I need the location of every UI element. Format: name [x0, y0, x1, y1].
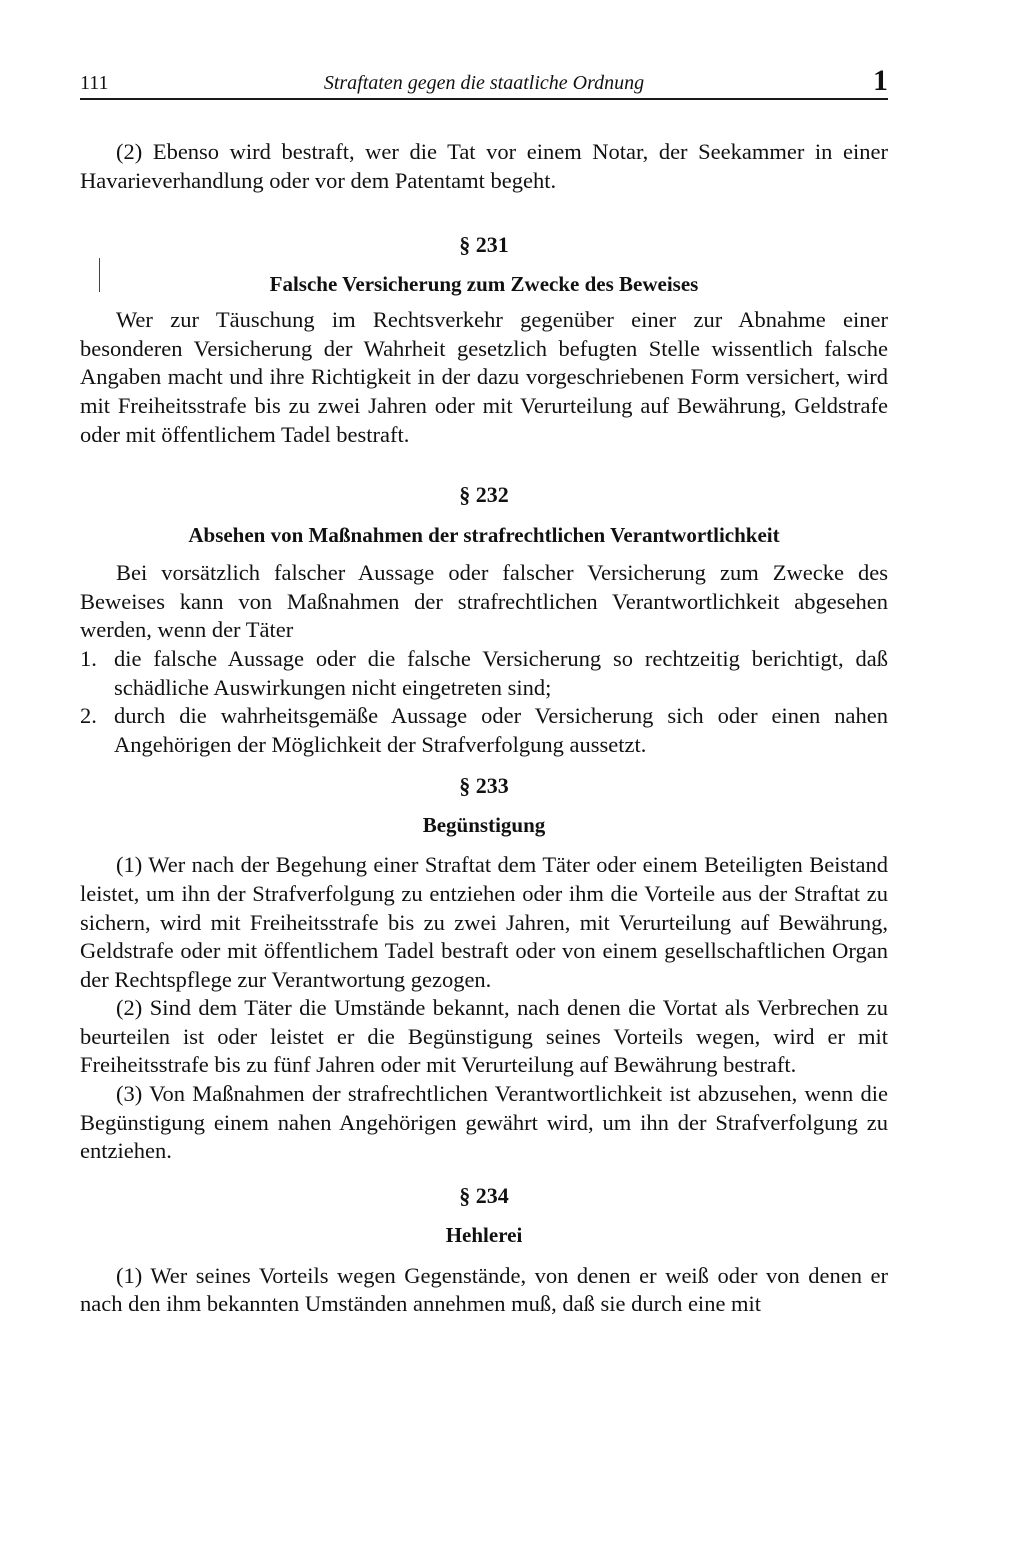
- paragraph-233-3: (3) Von Maßnahmen der strafrechtlichen Verantwortlichkeit ist abzusehen, wenn die Begünstigung einem nahen Angehörigen gewährt wird, um ihn der Strafverfolgung zu entziehen.: [80, 1081, 888, 1164]
- list-item-number: 1.: [80, 645, 97, 671]
- paragraph-233-1: (1) Wer nach der Begehung einer Straftat dem Täter oder einem Beteiligten Beistand leistet, um ihn der Strafverfolgung zu entziehen oder ihm die Vorteile aus der Straftat zu sichern, wird mit Freiheitsstrafe bis zu zwei Jahren, mit Verurteilung auf Bewährung, Geldstrafe oder mit öffentlichem Tadel bestraft oder von einem gesellschaftlichen Organ der Rechtspflege zur Verantwortung gezogen.: [80, 852, 888, 992]
- section-title-234: Hehlerei: [445, 1222, 523, 1247]
- chapter-number: 1: [873, 64, 888, 97]
- list-item-text: die falsche Aussage oder die falsche Versicherung so rechtzeitig berichtigt, daß schädliche Auswirkungen nicht eingetreten sind;: [114, 645, 888, 700]
- section-number-234: § 234: [459, 1182, 509, 1208]
- section-number-231: § 231: [459, 232, 509, 258]
- section-title-231: Falsche Versicherung zum Zwecke des Beweises: [269, 272, 699, 297]
- list-item: [80, 645, 888, 702]
- page-number: 111: [80, 72, 109, 94]
- section-title-232: Absehen von Maßnahmen der strafrechtlichen Verantwortlichkeit: [188, 523, 780, 548]
- section-title-233: Begünstigung: [422, 813, 546, 838]
- paragraph-231: Wer zur Täuschung im Rechtsverkehr gegenüber einer zur Abnahme einer besonderen Versicherung der Wahrheit gesetzlich befugten Stelle wissentlich falsche Angaben macht und ihre Richtigkeit in der dazu vorgeschriebenen Form versichert, wird mit Freiheitsstrafe bis zu zwei Jahren oder mit Verurteilung auf Bewährung, Geldstrafe oder mit öffentlichem Tadel bestraft.: [80, 307, 888, 447]
- list-item-number: 2.: [80, 703, 97, 729]
- list-item-text: durch die wahrheitsgemäße Aussage oder Versicherung sich oder einen nahen Angehörigen der Möglichkeit der Strafverfolgung aussetzt.: [114, 703, 888, 757]
- paragraph-233-2: (2) Sind dem Täter die Umstände bekannt, nach denen die Vortat als Verbrechen zu beurteilen ist oder leistet er die Begünstigung seines Vorteils wegen, wird er mit Freiheitsstrafe bis zu fünf Jahren oder mit Verurteilung auf Bewährung bestraft.: [80, 995, 888, 1078]
- paragraph-234-1: (1) Wer seines Vorteils wegen Gegenstände, von denen er weiß oder von denen er nach den ihm bekannten Umständen annehmen muß, daß sie durch eine mit: [80, 1262, 888, 1317]
- paragraph-230-2: (2) Ebenso wird bestraft, wer die Tat vor einem Notar, der Seekammer in einer Havarieverhandlung oder vor dem Patentamt begeht.: [80, 139, 888, 193]
- section-number-233: § 233: [459, 773, 509, 799]
- page-header: [80, 62, 888, 100]
- list-item: [80, 702, 888, 759]
- document-page: [80, 62, 888, 1319]
- paragraph-232-intro: Bei vorsätzlich falscher Aussage oder falscher Versicherung zum Zwecke des Beweises kann von Maßnahmen der strafrechtlichen Verantwortlichkeit abgesehen werden, wenn der Täter: [80, 560, 888, 643]
- section-number-232: § 232: [459, 482, 509, 508]
- running-title: Straftaten gegen die staatliche Ordnung: [323, 72, 645, 94]
